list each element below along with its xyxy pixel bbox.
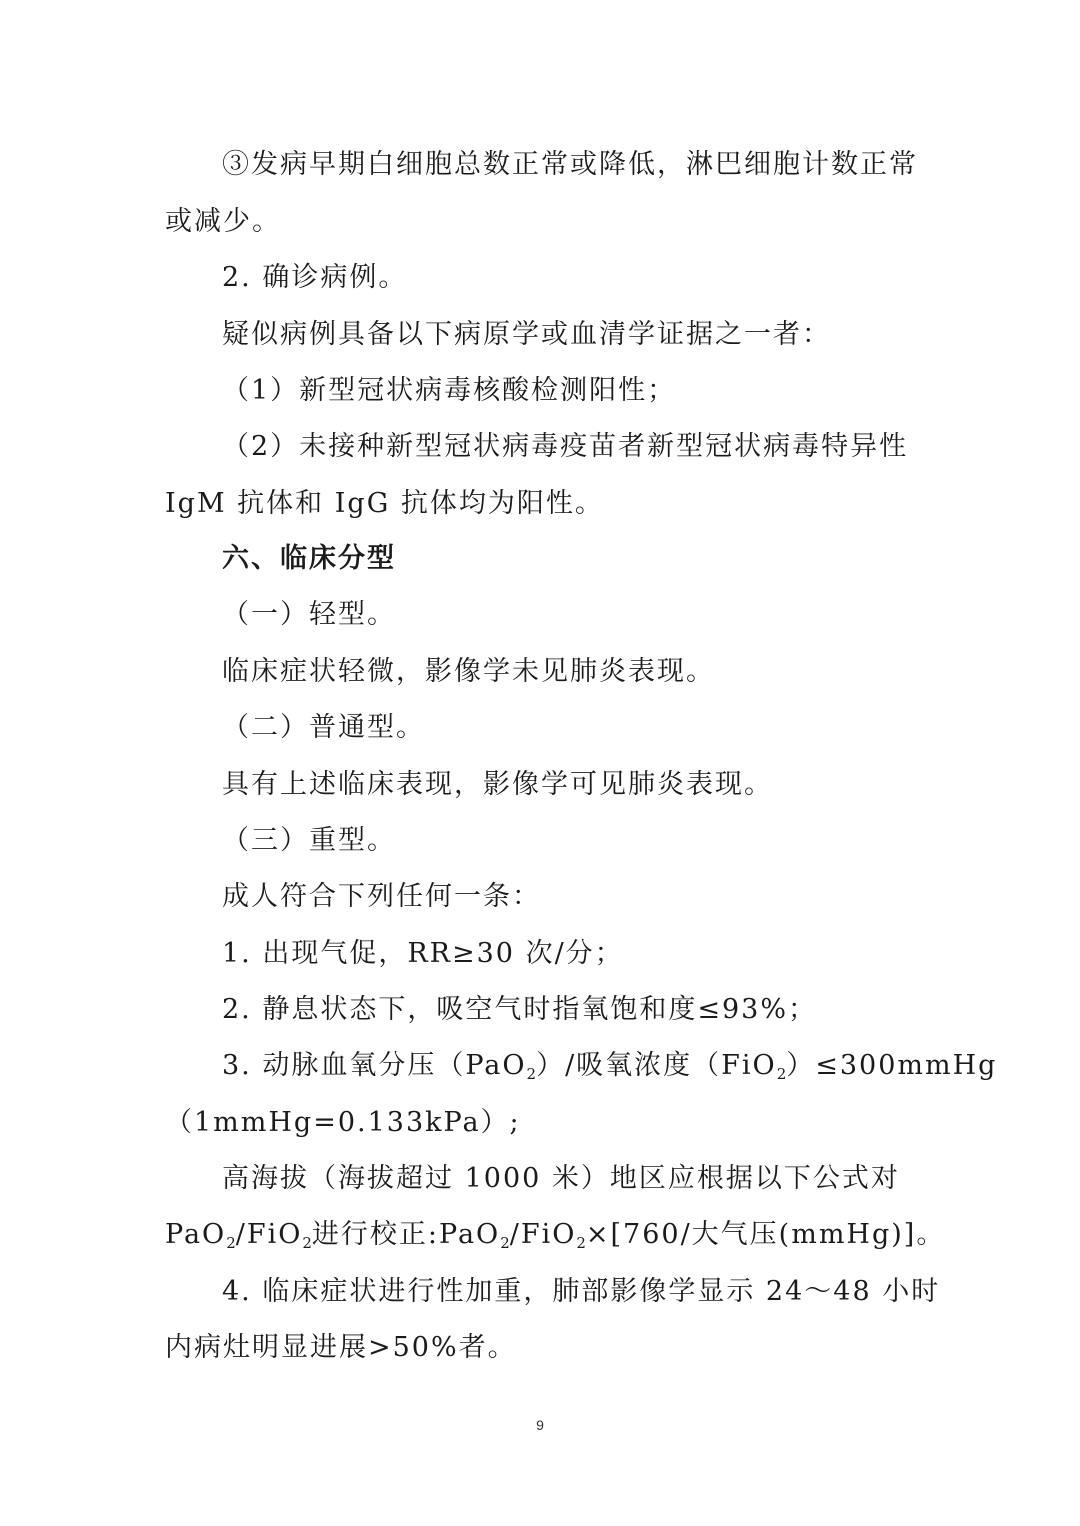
list-item: 3. 动脉血氧分压（PaO$_2$）/吸氧浓度（FiO$_2$）≤300mmHg bbox=[222, 1050, 998, 1083]
paragraph-line: 疑似病例具备以下病原学或血清学证据之一者： bbox=[222, 319, 831, 350]
section-heading: 六、临床分型 bbox=[222, 543, 396, 574]
paragraph-line: 2. 确诊病例。 bbox=[222, 262, 408, 293]
page-number: 9 bbox=[536, 1417, 544, 1433]
paragraph-line: 具有上述临床表现，影像学可见肺炎表现。 bbox=[222, 769, 773, 800]
paragraph-line: （1mmHg=0.133kPa）; bbox=[165, 1107, 521, 1138]
list-item: 2. 静息状态下，吸空气时指氧饱和度≤93%； bbox=[222, 994, 817, 1025]
paragraph-line: 高海拔（海拔超过 1000 米）地区应根据以下公式对 bbox=[222, 1163, 900, 1194]
paragraph-line: 临床症状轻微，影像学未见肺炎表现。 bbox=[222, 656, 715, 687]
subsection-heading: （一）轻型。 bbox=[222, 599, 396, 630]
paragraph-line: 成人符合下列任何一条： bbox=[222, 881, 541, 912]
paragraph-line: （2）未接种新型冠状病毒疫苗者新型冠状病毒特异性 bbox=[222, 431, 909, 462]
paragraph-line: ③发病早期白细胞总数正常或降低，淋巴细胞计数正常 bbox=[222, 149, 918, 180]
list-item: 4. 临床症状进行性加重，肺部影像学显示 24～48 小时 bbox=[222, 1276, 941, 1307]
formula-line: PaO$_2$/FiO$_2$进行校正:PaO$_2$/FiO$_2$×[760/大气压(mmHg)]。 bbox=[165, 1219, 946, 1252]
paragraph-line: 内病灶明显进展>50%者。 bbox=[165, 1332, 517, 1363]
paragraph-line: （1）新型冠状病毒核酸检测阳性； bbox=[222, 375, 677, 406]
subsection-heading: （二）普通型。 bbox=[222, 712, 425, 743]
subsection-heading: （三）重型。 bbox=[222, 825, 396, 856]
list-item: 1. 出现气促，RR≥30 次/分； bbox=[222, 938, 624, 969]
paragraph-line: 或减少。 bbox=[165, 206, 281, 237]
paragraph-line: IgM 抗体和 IgG 抗体均为阳性。 bbox=[165, 488, 604, 519]
